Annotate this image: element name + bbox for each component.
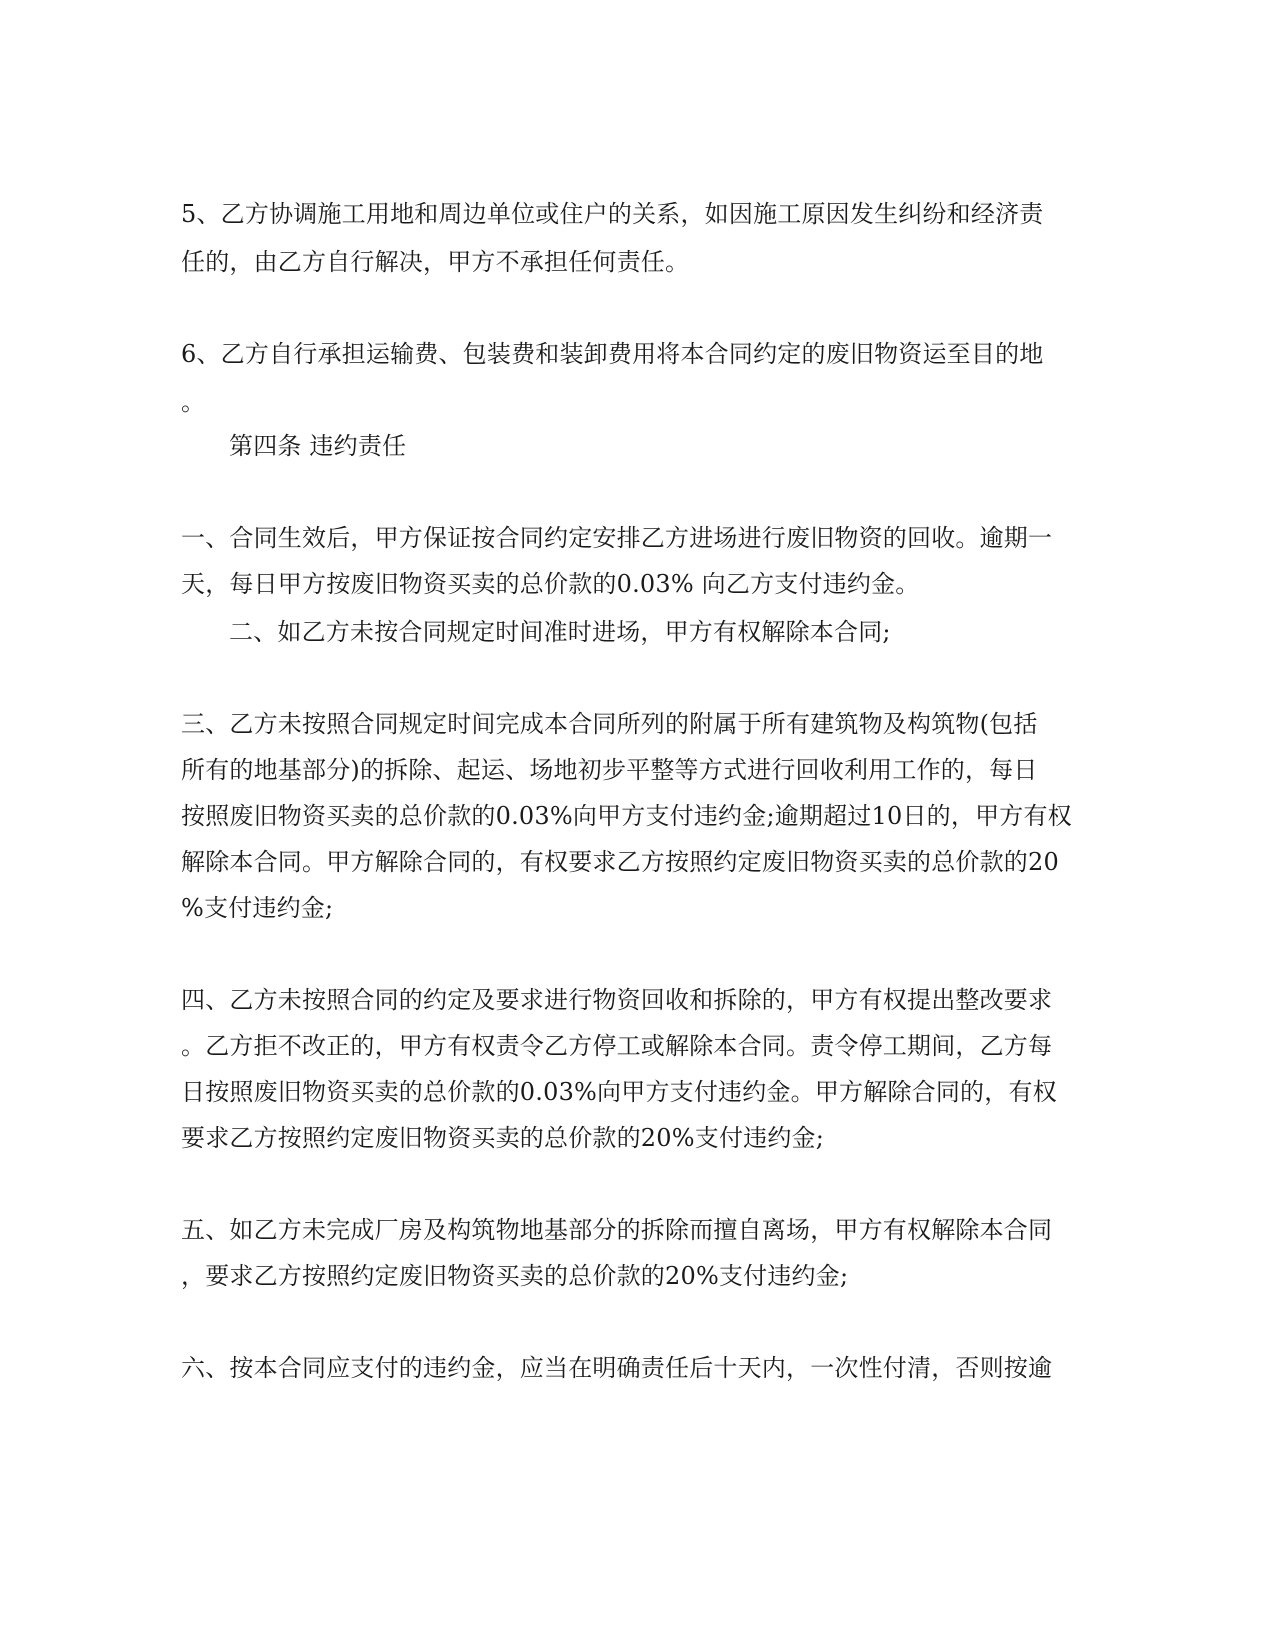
item-4-line-4: 要求乙方按照约定废旧物资买卖的总价款的20%支付违约金;	[181, 1124, 825, 1152]
item-4-line-1: 四、乙方未按照合同的约定及要求进行物资回收和拆除的，甲方有权提出整改要求	[181, 986, 1053, 1014]
item-3-line-4: 解除本合同。甲方解除合同的，有权要求乙方按照约定废旧物资买卖的总价款的20	[181, 848, 1059, 876]
item-6-line-1: 六、按本合同应支付的违约金，应当在明确责任后十天内，一次性付清，否则按逾	[181, 1354, 1053, 1382]
item-4-line-3: 日按照废旧物资买卖的总价款的0.03%向甲方支付违约金。甲方解除合同的，有权	[181, 1078, 1057, 1106]
section-heading: 第四条 违约责任	[229, 432, 407, 460]
item-5-line-2: ，要求乙方按照约定废旧物资买卖的总价款的20%支付违约金;	[181, 1262, 849, 1290]
item-5-line-1: 五、如乙方未完成厂房及构筑物地基部分的拆除而擅自离场，甲方有权解除本合同	[181, 1216, 1053, 1244]
item-1-line-2: 天，每日甲方按废旧物资买卖的总价款的0.03% 向乙方支付违约金。	[181, 570, 920, 598]
clause-6-line-2: 。	[181, 388, 206, 416]
item-3-line-5: %支付违约金;	[181, 894, 334, 922]
item-1-line-1: 一、合同生效后，甲方保证按合同约定安排乙方进场进行废旧物资的回收。逾期一	[181, 524, 1053, 552]
item-3-line-2: 所有的地基部分)的拆除、起运、场地初步平整等方式进行回收利用工作的，每日	[181, 756, 1038, 784]
clause-5-line-2: 任的，由乙方自行解决，甲方不承担任何责任。	[181, 248, 690, 276]
clause-6-line-1: 6、乙方自行承担运输费、包装费和装卸费用将本合同约定的废旧物资运至目的地	[181, 340, 1044, 368]
item-3-line-3: 按照废旧物资买卖的总价款的0.03%向甲方支付违约金;逾期超过10日的，甲方有权	[181, 802, 1072, 830]
item-3-line-1: 三、乙方未按照合同规定时间完成本合同所列的附属于所有建筑物及构筑物(包括	[181, 710, 1038, 738]
item-4-line-2: 。乙方拒不改正的，甲方有权责令乙方停工或解除本合同。责令停工期间，乙方每	[181, 1032, 1053, 1060]
item-2-line-1: 二、如乙方未按合同规定时间准时进场，甲方有权解除本合同;	[229, 618, 891, 646]
clause-5-line-1: 5、乙方协调施工用地和周边单位或住户的关系，如因施工原因发生纠纷和经济责	[181, 200, 1044, 228]
